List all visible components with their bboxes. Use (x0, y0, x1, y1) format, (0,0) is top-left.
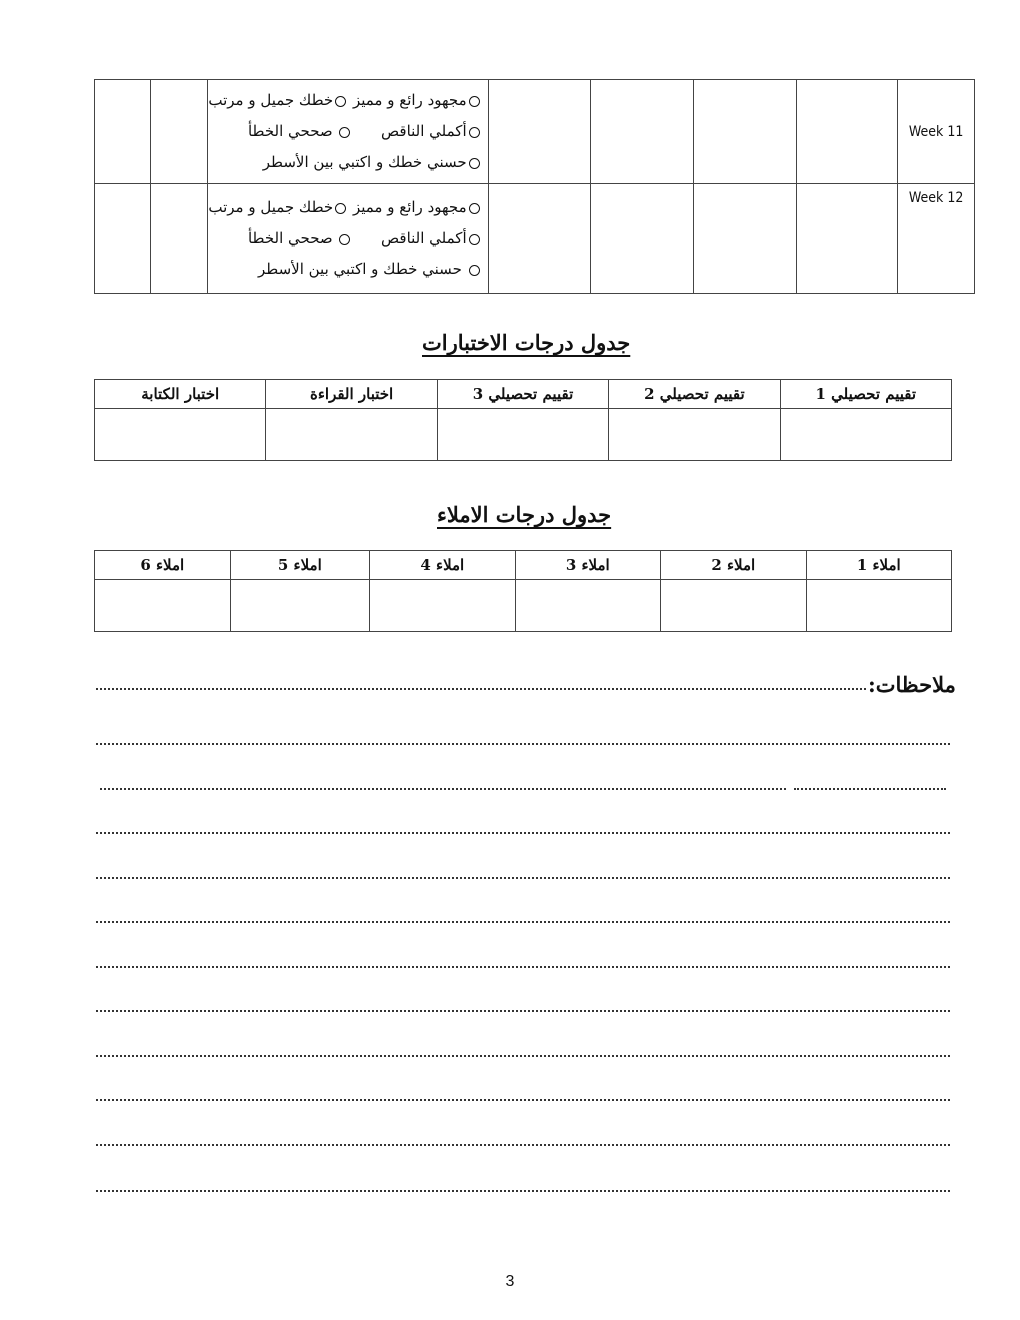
column-header: املاء 5 (230, 551, 370, 580)
radio-circle-icon[interactable] (335, 203, 346, 214)
tests-table-title: جدول درجات الاختبارات (422, 330, 631, 355)
page-number: 3 (505, 1273, 515, 1290)
column-header: اختبار الكتابة (95, 380, 266, 409)
radio-circle-icon[interactable] (339, 234, 350, 245)
notes-line[interactable] (96, 966, 950, 968)
feedback-option-line: مجهود رائع و مميز خطك جميل و مرتب (208, 192, 481, 223)
column-header: اختبار القراءة (266, 380, 437, 409)
feedback-options-cell (208, 80, 488, 184)
table-header-row (95, 380, 952, 409)
empty-cell[interactable] (488, 184, 591, 294)
week-label: Week 12 (898, 184, 975, 294)
notes-line[interactable] (96, 1055, 950, 1057)
week-label: Week 11 (898, 80, 975, 184)
grade-cell[interactable] (95, 409, 266, 461)
feedback-option-line: حسني خطك و اكتبي بين الأسطر (208, 254, 481, 285)
empty-cell[interactable] (488, 80, 591, 184)
radio-circle-icon[interactable] (335, 96, 346, 107)
column-header: تقييم تحصيلي 1 (780, 380, 951, 409)
feedback-option-line: مجهود رائع و مميز خطك جميل و مرتب (208, 85, 481, 116)
table-row (95, 80, 975, 184)
radio-circle-icon[interactable] (469, 158, 480, 169)
column-header: املاء 2 (661, 551, 806, 580)
dictation-grades-table (94, 550, 952, 632)
table-header-row (95, 551, 952, 580)
feedback-option-line: حسني خطك و اكتبي بين الأسطر (208, 147, 481, 178)
feedback-option-line: أكملي الناقص صححي الخطأ (208, 116, 481, 147)
radio-circle-icon[interactable] (469, 127, 480, 138)
radio-circle-icon[interactable] (339, 127, 350, 138)
notes-line[interactable] (100, 788, 786, 790)
notes-line[interactable] (96, 1010, 950, 1012)
notes-line[interactable] (96, 1190, 950, 1192)
grade-cell[interactable] (437, 409, 608, 461)
notes-line[interactable] (96, 1099, 950, 1101)
empty-cell[interactable] (796, 184, 898, 294)
grade-cell[interactable] (370, 580, 515, 632)
weekly-evaluation-table (94, 79, 975, 294)
tests-grades-table (94, 379, 952, 461)
table-row (95, 409, 952, 461)
grade-cell[interactable] (661, 580, 806, 632)
notes-line[interactable] (96, 921, 950, 923)
column-header: املاء 1 (806, 551, 951, 580)
empty-cell[interactable] (95, 184, 151, 294)
empty-cell[interactable] (693, 80, 796, 184)
radio-circle-icon[interactable] (469, 96, 480, 107)
empty-cell[interactable] (796, 80, 898, 184)
column-header: املاء 6 (95, 551, 231, 580)
dictation-table-title: جدول درجات الاملاء (437, 502, 612, 527)
grade-cell[interactable] (230, 580, 370, 632)
notes-line[interactable] (96, 688, 866, 690)
notes-line[interactable] (96, 832, 950, 834)
grade-cell[interactable] (515, 580, 660, 632)
empty-cell[interactable] (693, 184, 796, 294)
notes-line[interactable] (96, 1144, 950, 1146)
table-row (95, 184, 975, 294)
empty-cell[interactable] (591, 80, 694, 184)
grade-cell[interactable] (780, 409, 951, 461)
radio-circle-icon[interactable] (469, 203, 480, 214)
notes-label: ملاحظات: (868, 672, 956, 697)
empty-cell[interactable] (151, 80, 208, 184)
notes-line[interactable] (96, 877, 950, 879)
feedback-options-cell (208, 184, 488, 294)
column-header: املاء 3 (515, 551, 660, 580)
table-row (95, 580, 952, 632)
radio-circle-icon[interactable] (469, 234, 480, 245)
grade-cell[interactable] (95, 580, 231, 632)
radio-circle-icon[interactable] (469, 265, 480, 276)
column-header: تقييم تحصيلي 3 (437, 380, 608, 409)
grade-cell[interactable] (266, 409, 437, 461)
notes-line[interactable] (794, 788, 946, 790)
empty-cell[interactable] (151, 184, 208, 294)
grade-cell[interactable] (806, 580, 951, 632)
notes-line[interactable] (96, 743, 950, 745)
feedback-option-line: أكملي الناقص صححي الخطأ (208, 223, 481, 254)
column-header: تقييم تحصيلي 2 (609, 380, 780, 409)
empty-cell[interactable] (95, 80, 151, 184)
empty-cell[interactable] (591, 184, 694, 294)
column-header: املاء 4 (370, 551, 515, 580)
grade-cell[interactable] (609, 409, 780, 461)
